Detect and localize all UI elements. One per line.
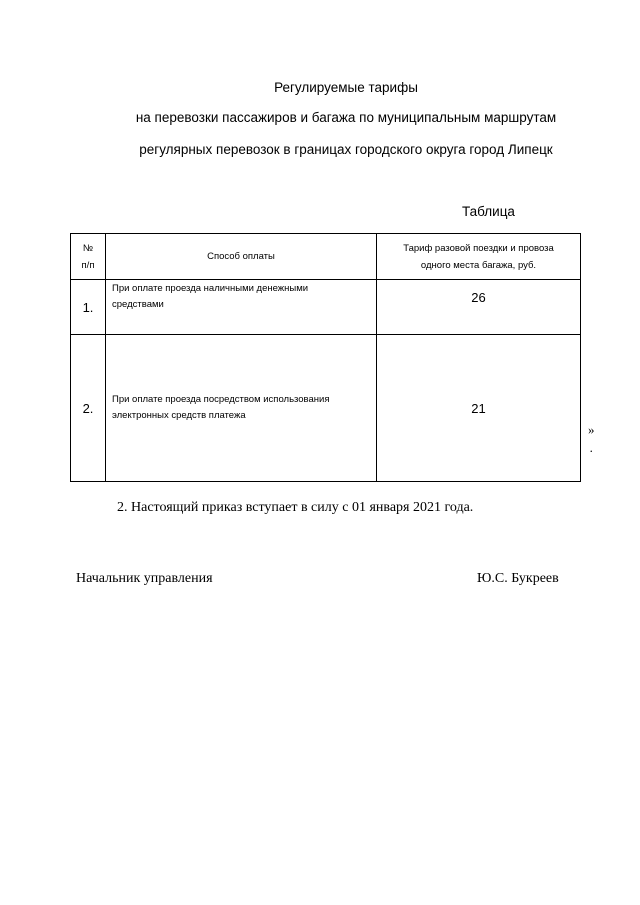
row-method-line1: При оплате проезда наличными денежными [112,283,309,294]
document-subtitle-line-1: на перевозки пассажиров и багажа по муниципальным маршрутам [135,110,557,125]
header-method [106,234,377,280]
document-title: Регулируемые тарифы [274,80,418,95]
closing-quote [588,421,595,457]
closing-dot: . [589,440,593,455]
row-num: 1. [71,280,106,335]
header-tariff [377,234,581,280]
header-method-label: Способ оплаты [207,251,275,262]
header-num [71,234,106,280]
row-tariff: 21 [377,335,581,482]
row-method-line2: средствами [112,299,164,310]
table-label: Таблица [462,204,515,219]
table-row [71,280,581,335]
row-method [106,335,377,482]
header-tariff-line1: Тариф разовой поездки и провоза [403,242,554,254]
signatory-position: Начальник управления [76,571,213,586]
row-method-line1: При оплате проезда посредством использования [112,394,330,405]
row-tariff: 26 [377,280,581,335]
document-subtitle-line-2: регулярных перевозок в границах городского округа город Липецк [139,142,553,157]
tariffs-table [70,233,581,482]
header-num-line1: № [82,242,94,254]
header-num-line2: п/п [81,259,95,271]
row-method-line2: электронных средств платежа [112,410,246,421]
signatory-name: Ю.С. Букреев [477,571,559,586]
row-num: 2. [71,335,106,482]
clause-text: 2. Настоящий приказ вступает в силу с 01 января 2021 года. [117,500,474,515]
closing-quote-mark: » [588,422,595,437]
header-tariff-line2: одного места багажа, руб. [420,259,537,271]
row-method [106,280,377,335]
table-header-row [71,234,581,280]
table-row [71,335,581,482]
